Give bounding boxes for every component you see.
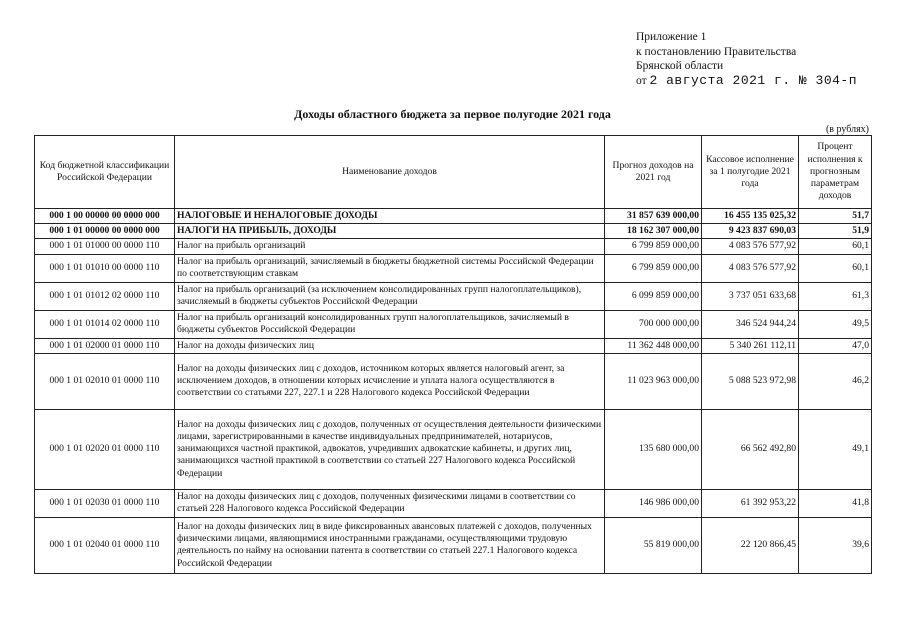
- cell-actual: 346 524 944,24: [702, 310, 799, 338]
- budget-table: [34, 135, 872, 574]
- cell-code: 000 1 01 01000 00 0000 110: [35, 239, 175, 254]
- cell-actual: 9 423 837 690,03: [702, 224, 799, 239]
- cell-code: 000 1 01 00000 00 0000 000: [35, 224, 175, 239]
- cell-name: Налог на доходы физических лиц с доходов, источником которых является налоговый агент, за исключением доходов, в отношении которых исчисление и уплата налога осуществляются в соответствии со статьями 227, 227.1 и 228 Налогового кодекса Российской Федерации: [175, 353, 605, 409]
- cell-actual: 61 392 953,22: [702, 489, 799, 517]
- table-row: [35, 254, 872, 282]
- cell-code: 000 1 00 00000 00 0000 000: [35, 209, 175, 224]
- table-row: [35, 353, 872, 409]
- appendix-block: [636, 30, 857, 88]
- cell-percent: 60,1: [799, 239, 872, 254]
- appendix-date-prefix: от: [636, 74, 647, 87]
- table-row: [35, 517, 872, 573]
- cell-actual: 5 340 261 112,11: [702, 338, 799, 353]
- cell-forecast: 135 680 000,00: [605, 409, 702, 489]
- cell-code: 000 1 01 02010 01 0000 110: [35, 353, 175, 409]
- cell-forecast: 6 099 859 000,00: [605, 282, 702, 310]
- cell-code: 000 1 01 02000 01 0000 110: [35, 338, 175, 353]
- header-actual: Кассовое исполнение за 1 полугодие 2021 года: [702, 136, 799, 209]
- cell-name: Налог на прибыль организаций, зачисляемый в бюджеты бюджетной системы Российской Федерации по соответствующим ставкам: [175, 254, 605, 282]
- cell-forecast: 11 362 448 000,00: [605, 338, 702, 353]
- cell-actual: 4 083 576 577,92: [702, 239, 799, 254]
- cell-percent: 49,5: [799, 310, 872, 338]
- cell-percent: 41,8: [799, 489, 872, 517]
- cell-name: Налог на доходы физических лиц в виде фиксированных авансовых платежей с доходов, полученных физическими лицами, являющимися иностранными гражданами, осуществляющими трудовую деятельность по найму на основании патента в соответствии со статьей 227.1 Налогового кодекса Российской Федерации: [175, 517, 605, 573]
- cell-actual: 3 737 051 633,68: [702, 282, 799, 310]
- cell-percent: 51,7: [799, 209, 872, 224]
- cell-name: Налог на прибыль организаций консолидированных групп налогоплательщиков, зачисляемый в бюджеты субъектов Российской Федерации: [175, 310, 605, 338]
- cell-forecast: 31 857 639 000,00: [605, 209, 702, 224]
- document-title: Доходы областного бюджета за первое полугодие 2021 года: [294, 107, 611, 121]
- cell-forecast: 700 000 000,00: [605, 310, 702, 338]
- header-name: Наименование доходов: [175, 136, 605, 209]
- table-header-row: [35, 136, 872, 209]
- units-note: (в рублях): [825, 124, 869, 135]
- cell-forecast: 18 162 307 000,00: [605, 224, 702, 239]
- cell-percent: 49,1: [799, 409, 872, 489]
- appendix-line-1: Приложение 1: [636, 31, 707, 43]
- table-row: [35, 338, 872, 353]
- cell-name: Налог на доходы физических лиц с доходов, полученных от осуществления деятельности физическими лицами, зарегистрированными в качестве индивидуальных предпринимателей, нотариусов, занимающихся частной практикой, адвокатов, учредивших адвокатские кабинеты, и других лиц, занимающихся частной практикой в соответствии со статьей 227 Налогового кодекса Российской Федерации: [175, 409, 605, 489]
- cell-code: 000 1 01 01014 02 0000 110: [35, 310, 175, 338]
- cell-percent: 51,9: [799, 224, 872, 239]
- cell-percent: 47,0: [799, 338, 872, 353]
- cell-actual: 66 562 492,80: [702, 409, 799, 489]
- appendix-line-2: к постановлению Правительства: [636, 45, 797, 58]
- cell-forecast: 146 986 000,00: [605, 489, 702, 517]
- appendix-line-3: Брянской области: [636, 60, 724, 72]
- cell-name: Налог на доходы физических лиц: [175, 338, 605, 353]
- cell-actual: 5 088 523 972,98: [702, 353, 799, 409]
- cell-code: 000 1 01 01010 00 0000 110: [35, 254, 175, 282]
- cell-forecast: 6 799 859 000,00: [605, 239, 702, 254]
- cell-forecast: 6 799 859 000,00: [605, 254, 702, 282]
- table-row: [35, 239, 872, 254]
- header-code: Код бюджетной классификации Российской Федерации: [35, 136, 175, 209]
- cell-percent: 60,1: [799, 254, 872, 282]
- cell-actual: 4 083 576 577,92: [702, 254, 799, 282]
- table-row: [35, 209, 872, 224]
- table-row: [35, 489, 872, 517]
- cell-code: 000 1 01 02040 01 0000 110: [35, 517, 175, 573]
- cell-forecast: 11 023 963 000,00: [605, 353, 702, 409]
- cell-name: Налог на прибыль организаций (за исключением консолидированных групп налогоплательщиков), зачисляемый в бюджеты субъектов Российской Федерации: [175, 282, 605, 310]
- cell-percent: 61,3: [799, 282, 872, 310]
- cell-code: 000 1 01 01012 02 0000 110: [35, 282, 175, 310]
- table-row: [35, 409, 872, 489]
- cell-percent: 39,6: [799, 517, 872, 573]
- cell-actual: 22 120 866,45: [702, 517, 799, 573]
- cell-name: Налог на доходы физических лиц с доходов, полученных физическими лицами в соответствии со статьей 228 Налогового кодекса Российской Федерации: [175, 489, 605, 517]
- cell-actual: 16 455 135 025,32: [702, 209, 799, 224]
- cell-code: 000 1 01 02020 01 0000 110: [35, 409, 175, 489]
- table-row: [35, 310, 872, 338]
- appendix-line-4: [636, 74, 857, 89]
- table-row: [35, 282, 872, 310]
- header-percent: Процент исполнения к прогнозным параметрам доходов: [799, 136, 872, 209]
- appendix-date: 2 августа 2021 г. № 304-п: [649, 72, 858, 88]
- table-row: [35, 224, 872, 239]
- cell-code: 000 1 01 02030 01 0000 110: [35, 489, 175, 517]
- cell-percent: 46,2: [799, 353, 872, 409]
- header-forecast: Прогноз доходов на 2021 год: [605, 136, 702, 209]
- cell-name: НАЛОГОВЫЕ И НЕНАЛОГОВЫЕ ДОХОДЫ: [175, 209, 605, 224]
- cell-name: Налог на прибыль организаций: [175, 239, 605, 254]
- cell-name: НАЛОГИ НА ПРИБЫЛЬ, ДОХОДЫ: [175, 224, 605, 239]
- cell-forecast: 55 819 000,00: [605, 517, 702, 573]
